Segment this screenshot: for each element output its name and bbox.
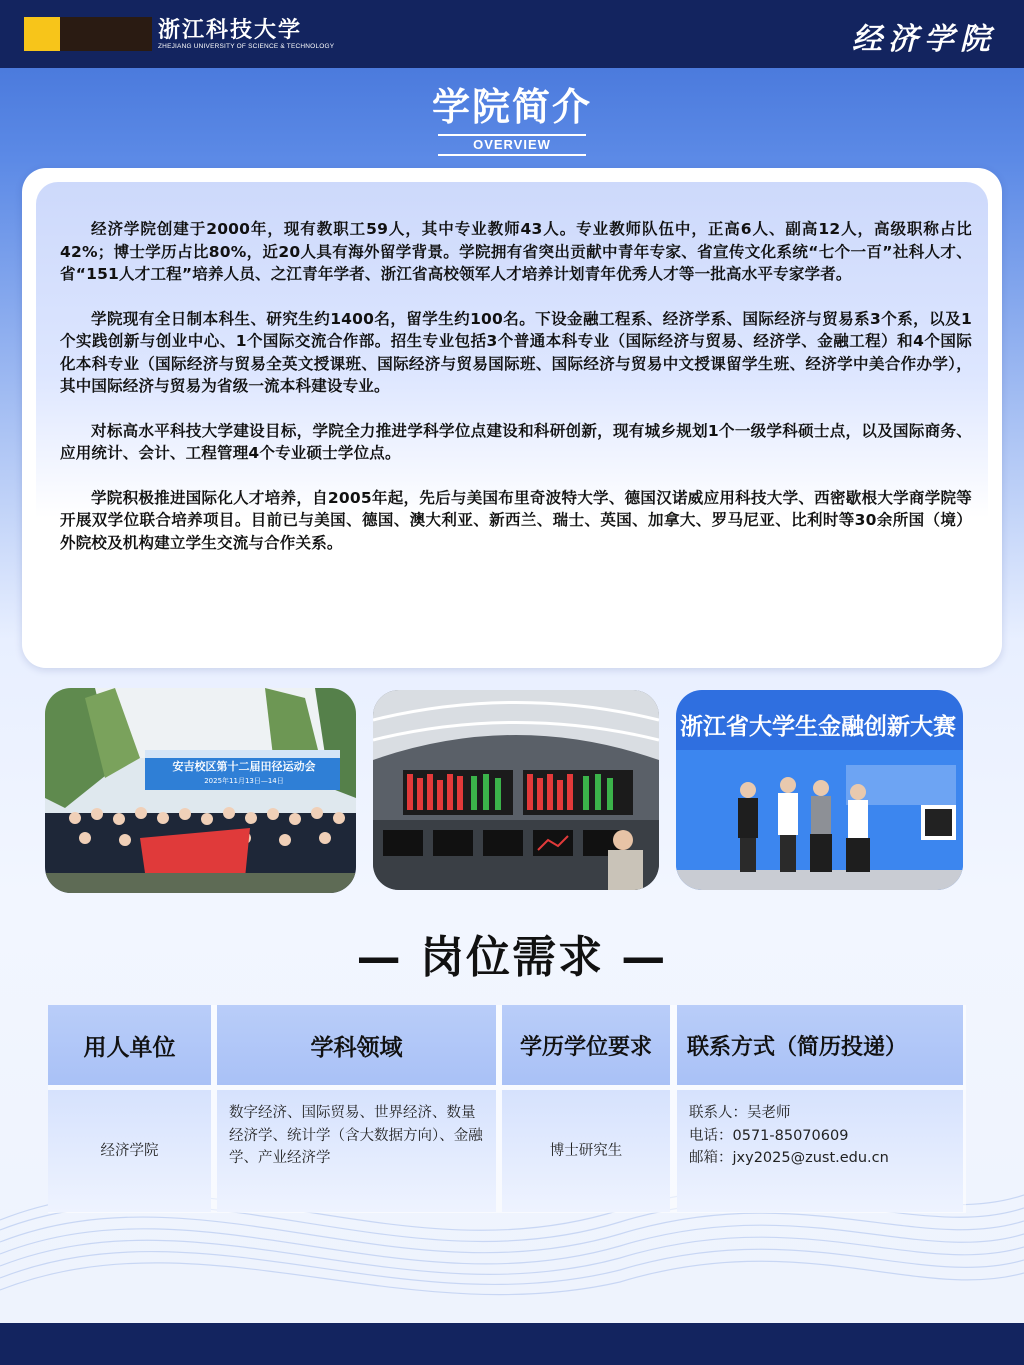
- cell-contact: [677, 1090, 963, 1212]
- footer-bar: [0, 1323, 1024, 1365]
- intro-paragraph: 学院现有全日制本科生、研究生约1400名，留学生约100名。下设金融工程系、经济学系、国际经济与贸易系3个系，以及1个实践创新与创业中心、1个国际交流合作部。招生专业包括3个普通本科专业（国际经济与贸易、经济学、金融工程）和4个国际化本科专业（国际经济与贸易全英文授课班、国际经济与贸易国际班、国际经济与贸易中文授课留学生班、经济学中美合作办学），其中国际经济与贸易为省级一流本科建设专业。: [60, 309, 972, 395]
- university-name-cn: 浙江科技大学: [158, 16, 303, 43]
- university-name-en: ZHEJIANG UNIVERSITY OF SCIENCE & TECHNOLOGY: [158, 42, 335, 50]
- header-degree: 学历学位要求: [502, 1005, 670, 1085]
- header-field: 学科领域: [217, 1005, 496, 1085]
- contact-phone[interactable]: 电话：0571-85070609: [689, 1127, 849, 1144]
- trading-lab-illustration: [373, 690, 659, 890]
- university-logo: [24, 16, 334, 52]
- sports-date-text: 2025年11月13日—14日: [204, 777, 284, 785]
- contest-banner-text: 浙江省大学生金融创新大赛: [680, 714, 956, 740]
- overview-heading: [0, 84, 1024, 156]
- contact-email[interactable]: 邮箱：jxy2025@zust.edu.cn: [689, 1150, 889, 1166]
- photo-trading-lab: [373, 690, 659, 890]
- photo-sports-meet: [45, 688, 356, 893]
- cell-fields: 数字经济、国际贸易、世界经济、数量经济学、统计学（含大数据方向）、金融学、产业经济学: [217, 1090, 496, 1212]
- sports-banner-text: 安吉校区第十二届田径运动会: [172, 760, 316, 773]
- top-bar: [0, 0, 1024, 68]
- logo-yellow-block: [24, 17, 60, 51]
- intro-text: [60, 218, 972, 576]
- contact-person: 联系人：吴老师: [689, 1105, 791, 1121]
- intro-paragraph: 对标高水平科技大学建设目标，学院全力推进学科学位点建设和科研创新，现有城乡规划1个一级学科硕士点，以及国际商务、应用统计、会计、工程管理4个专业硕士学位点。: [60, 421, 972, 462]
- cell-degree: 博士研究生: [502, 1090, 670, 1212]
- sports-meet-illustration: [45, 688, 356, 893]
- photo-finance-contest: [676, 690, 963, 890]
- header-contact: 联系方式（简历投递）: [677, 1005, 963, 1085]
- logo-dark-block: [60, 17, 152, 51]
- college-calligraphy: 经济学院: [852, 22, 996, 57]
- intro-paragraph: 学院积极推进国际化人才培养，自2005年起，先后与美国布里奇波特大学、德国汉诺威应用科技大学、西密歇根大学商学院等开展双学位联合培养项目。目前已与美国、德国、澳大利亚、新西兰、瑞士、英国、加拿大、罗马尼亚、比利时等30余所国（境）外院校及机构建立学生交流与合作关系。: [60, 488, 972, 552]
- overview-title: 学院简介: [431, 85, 592, 129]
- cell-unit: 经济学院: [48, 1090, 211, 1212]
- logo-text: [158, 18, 334, 51]
- intro-paragraph: 经济学院创建于2000年，现有教职工59人，其中专业教师43人。专业教师队伍中，正高6人、副高12人，高级职称占比42%；博士学历占比80%，近20人具有海外留学背景。学院拥有省突出贡献中青年专家、省宣传文化系统“七个一百”社科人才、省“151人才工程”培养人员、之江青年学者、浙江省高校领军人才培养计划青年优秀人才等一批高水平专家学者。: [60, 220, 972, 283]
- header-unit: 用人单位: [48, 1005, 211, 1085]
- overview-subtitle: OVERVIEW: [438, 134, 586, 156]
- jobs-title: — 岗位需求 —: [356, 932, 668, 983]
